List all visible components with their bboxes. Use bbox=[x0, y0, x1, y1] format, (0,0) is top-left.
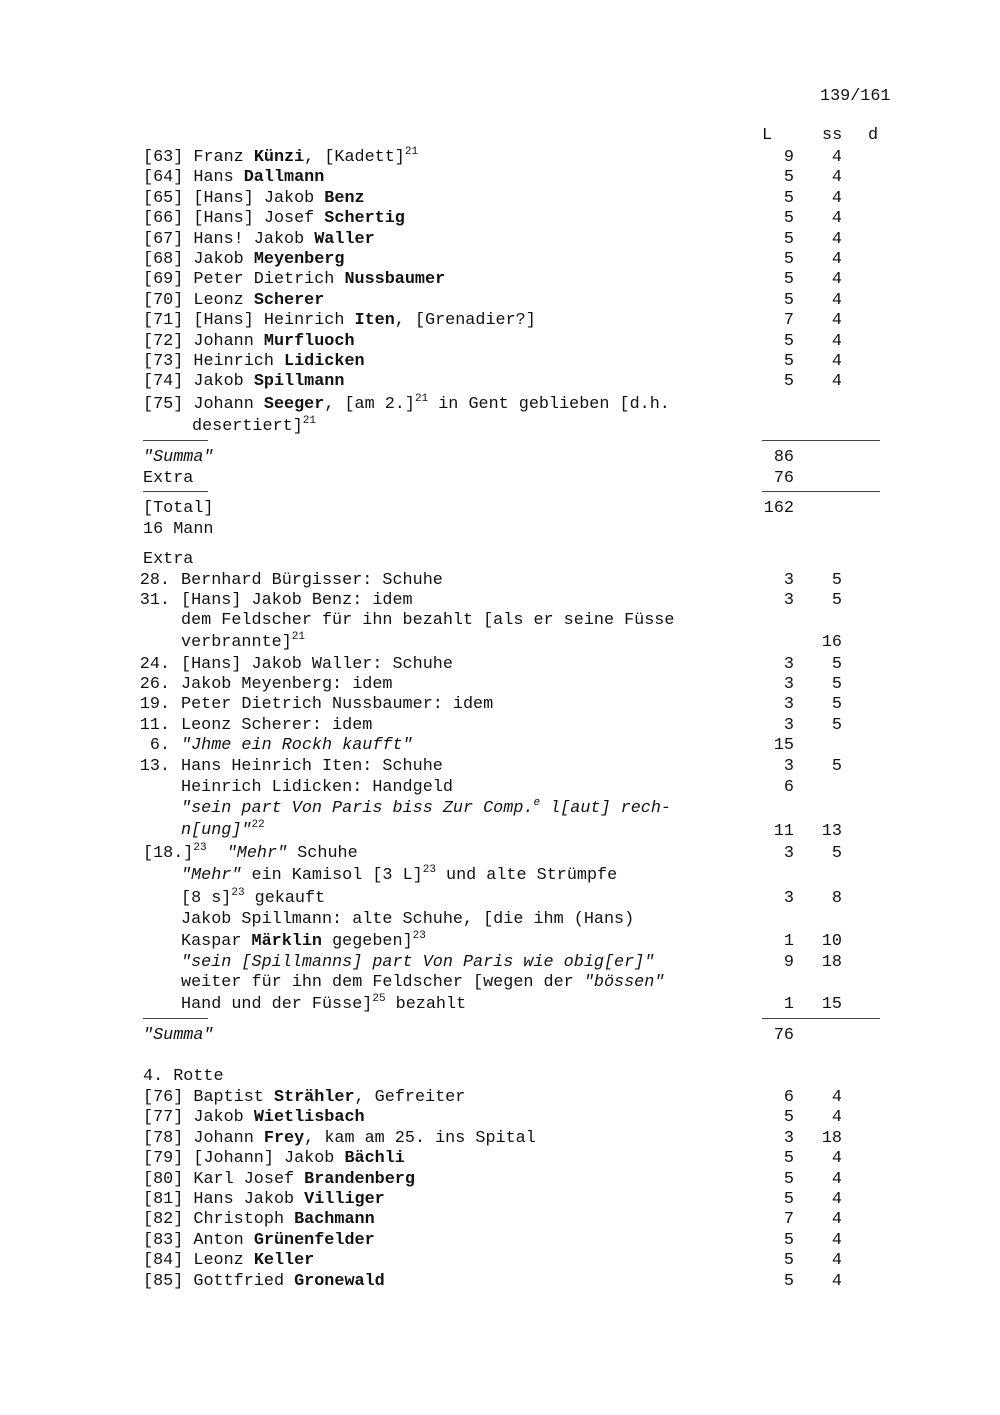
row-number: [64] bbox=[143, 168, 184, 188]
row-number: [83] bbox=[143, 1230, 184, 1250]
amount-livres: 5 bbox=[783, 1108, 794, 1128]
entry-text: Jakob Spillmann: alte Schuhe, [die ihm (Hans) bbox=[181, 910, 635, 929]
given-name: Johann bbox=[193, 331, 264, 351]
amount-livres: 5 bbox=[783, 250, 794, 269]
entry-day: 24. bbox=[139, 655, 170, 674]
row-number: [75] bbox=[143, 395, 184, 414]
given-name: Gottfried bbox=[193, 1271, 295, 1291]
amount-livres: 3 bbox=[783, 757, 794, 776]
surname: Frey bbox=[263, 1128, 305, 1148]
surname: Wietlisbach bbox=[253, 1108, 365, 1128]
soldier-row bbox=[143, 1088, 465, 1108]
amount-sous: 4 bbox=[831, 209, 842, 229]
entry-text: "sein part Von Paris biss Zur Comp.$^e$ l[aut] rech- bbox=[181, 797, 671, 818]
amount-sous: 18 bbox=[821, 953, 842, 972]
soldier-row bbox=[143, 1108, 365, 1128]
surname: Scherer bbox=[253, 290, 325, 310]
amount-livres: 5 bbox=[783, 1230, 794, 1250]
amount-sous: 4 bbox=[831, 1169, 842, 1189]
surname: Bachmann bbox=[294, 1210, 375, 1230]
entry-text: Hans Heinrich Iten: Schuhe bbox=[181, 757, 443, 776]
amount-sous: 4 bbox=[831, 1149, 842, 1169]
soldier-row bbox=[143, 189, 365, 209]
row-number: [71] bbox=[143, 311, 184, 331]
rule bbox=[143, 491, 208, 492]
entry-text: Leonz Scherer: idem bbox=[181, 716, 373, 735]
amount-sous: 4 bbox=[831, 250, 842, 269]
soldier-row bbox=[143, 372, 344, 392]
amount-sous: 13 bbox=[821, 822, 842, 841]
rotte-heading: 4. Rotte bbox=[143, 1067, 224, 1086]
soldier-row-75 bbox=[143, 395, 670, 415]
entry-text: weiter für ihn dem Feldscher [wegen der "bössen" bbox=[181, 973, 665, 992]
row-number: [80] bbox=[143, 1169, 184, 1189]
soldier-row bbox=[143, 1251, 314, 1271]
amount-sous: 4 bbox=[831, 1251, 842, 1271]
amount-livres: 5 bbox=[783, 229, 794, 249]
column-header-sous: ss bbox=[822, 126, 843, 145]
row-number: [63] bbox=[143, 148, 184, 167]
amount-sous: 15 bbox=[821, 995, 842, 1014]
given-name: Jakob bbox=[193, 250, 254, 269]
given-name: Christoph bbox=[193, 1210, 295, 1230]
given-name: Johann bbox=[193, 1128, 264, 1148]
row-number: [65] bbox=[143, 188, 184, 208]
given-name: Peter Dietrich bbox=[193, 270, 345, 290]
given-name: Anton bbox=[193, 1230, 254, 1250]
amount-sous: 5 bbox=[831, 591, 842, 610]
amount-livres: 1 bbox=[783, 932, 794, 951]
total-label: [Total] bbox=[143, 499, 214, 518]
given-name: Karl Josef bbox=[193, 1169, 305, 1189]
surname: Spillmann bbox=[253, 372, 345, 392]
row-number: [77] bbox=[143, 1108, 184, 1128]
amount-sous: 4 bbox=[831, 188, 842, 208]
soldier-row-75-cont bbox=[192, 417, 316, 437]
soldier-row bbox=[143, 1231, 375, 1251]
row-number: [79] bbox=[143, 1149, 184, 1169]
amount-livres: 5 bbox=[783, 290, 794, 310]
amount-livres: 5 bbox=[783, 270, 794, 290]
amount-sous: 8 bbox=[831, 889, 842, 908]
note: , [am 2.] bbox=[324, 395, 415, 414]
given-name: Jakob bbox=[193, 372, 254, 392]
row-number: [66] bbox=[143, 209, 184, 229]
rule bbox=[143, 440, 208, 441]
given-name: Hans! Jakob bbox=[193, 229, 315, 249]
given-name: Johann bbox=[193, 395, 264, 414]
entry-text: [8 s]$^{23}$ gekauft bbox=[181, 887, 326, 908]
footnote-ref: 21 bbox=[302, 415, 316, 427]
row-number: [85] bbox=[143, 1271, 184, 1291]
rule bbox=[762, 1018, 880, 1019]
entry-text: verbrannte]$^{21}$ bbox=[181, 631, 305, 652]
surname: Meyenberg bbox=[253, 250, 345, 269]
amount-livres: 5 bbox=[783, 209, 794, 229]
amount-livres: 5 bbox=[783, 1271, 794, 1291]
entry-text: n[ung]"$^{22}$ bbox=[181, 819, 265, 840]
amount-sous: 4 bbox=[831, 372, 842, 392]
soldier-row bbox=[143, 270, 445, 290]
soldier-row bbox=[143, 168, 324, 188]
amount-livres: 3 bbox=[783, 716, 794, 735]
entry-day: 26. bbox=[139, 675, 170, 694]
amount-livres: 9 bbox=[783, 148, 794, 167]
entry-day: 28. bbox=[139, 571, 170, 590]
amount-sous: 5 bbox=[831, 655, 842, 674]
given-name: Franz bbox=[193, 148, 254, 167]
soldier-row bbox=[143, 1149, 405, 1169]
given-name: Baptist bbox=[193, 1088, 274, 1107]
amount-livres: 3 bbox=[783, 844, 794, 863]
footnote-ref: 21 bbox=[291, 631, 305, 643]
given-name: Hans Jakob bbox=[193, 1190, 305, 1209]
entry-day: 31. bbox=[139, 591, 170, 610]
amount-sous: 4 bbox=[831, 270, 842, 290]
amount-livres: 7 bbox=[783, 311, 794, 331]
surname: Nussbaumer bbox=[344, 270, 446, 290]
row-number: [69] bbox=[143, 270, 184, 290]
note: , [Grenadier?] bbox=[394, 311, 536, 331]
entry-text: Peter Dietrich Nussbaumer: idem bbox=[181, 695, 494, 714]
amount-livres: 5 bbox=[783, 188, 794, 208]
row-number: [81] bbox=[143, 1190, 184, 1209]
amount-livres: 3 bbox=[783, 571, 794, 590]
row-number: [82] bbox=[143, 1210, 184, 1230]
given-name: [Hans] Jakob bbox=[193, 188, 325, 208]
rule bbox=[762, 440, 880, 441]
surname: Bächli bbox=[344, 1149, 405, 1169]
column-header-livres: L bbox=[762, 126, 773, 145]
amount-livres: 5 bbox=[783, 331, 794, 351]
summa-value: 76 bbox=[773, 1026, 794, 1045]
entry-text: Heinrich Lidicken: Handgeld bbox=[181, 778, 453, 797]
amount-sous: 16 bbox=[821, 633, 842, 652]
amount-sous: 5 bbox=[831, 675, 842, 694]
amount-sous: 5 bbox=[831, 757, 842, 776]
row-number: [67] bbox=[143, 229, 184, 249]
entry-text: "Mehr" ein Kamisol [3 L]$^{23}$ und alte Strümpfe bbox=[181, 864, 618, 885]
given-name: [Johann] Jakob bbox=[193, 1149, 345, 1169]
amount-livres: 9 bbox=[783, 953, 794, 972]
amount-livres: 15 bbox=[773, 736, 794, 755]
row-number: [78] bbox=[143, 1128, 184, 1148]
entry-day: 6. bbox=[149, 736, 170, 755]
soldier-row bbox=[143, 1272, 385, 1292]
row-number: [74] bbox=[143, 372, 184, 392]
extra-heading: Extra bbox=[143, 550, 194, 569]
note: in Gent geblieben [d.h. bbox=[428, 395, 670, 414]
summa-label: "Summa" bbox=[143, 448, 214, 467]
soldier-row bbox=[143, 311, 536, 331]
summa-value: 86 bbox=[773, 448, 794, 467]
amount-livres: 7 bbox=[783, 1210, 794, 1230]
page-number: 139/161 bbox=[820, 87, 891, 106]
row-number: [70] bbox=[143, 290, 184, 310]
amount-livres: 5 bbox=[783, 1169, 794, 1189]
soldier-row bbox=[143, 209, 405, 229]
surname: Iten bbox=[354, 311, 395, 331]
amount-livres: 5 bbox=[783, 352, 794, 371]
entry-text: "sein [Spillmanns] part Von Paris wie obig[er]" bbox=[181, 953, 655, 972]
given-name: Leonz bbox=[193, 1251, 254, 1271]
surname: Gronewald bbox=[294, 1271, 385, 1291]
amount-sous: 5 bbox=[831, 695, 842, 714]
amount-sous: 18 bbox=[821, 1128, 842, 1148]
note: , [Kadett] bbox=[304, 148, 405, 167]
row-number: [72] bbox=[143, 331, 184, 351]
surname: Villiger bbox=[304, 1190, 385, 1209]
soldier-row bbox=[143, 1129, 536, 1149]
amount-sous: 4 bbox=[831, 311, 842, 331]
amount-sous: 4 bbox=[831, 1088, 842, 1107]
amount-livres: 3 bbox=[783, 1128, 794, 1148]
entry-day: 13. bbox=[139, 757, 170, 776]
soldier-row bbox=[143, 230, 375, 250]
amount-livres: 6 bbox=[783, 778, 794, 797]
soldier-row bbox=[143, 1170, 415, 1190]
amount-sous: 4 bbox=[831, 1210, 842, 1230]
amount-livres: 3 bbox=[783, 655, 794, 674]
entry-text: Hand und der Füsse]$^{25}$ bezahlt bbox=[181, 993, 467, 1014]
amount-livres: 5 bbox=[783, 168, 794, 188]
soldier-row bbox=[143, 1190, 385, 1210]
entry-text: dem Feldscher für ihn bezahlt [als er seine Füsse bbox=[181, 611, 675, 630]
soldier-row bbox=[143, 352, 365, 372]
given-name: Hans bbox=[193, 168, 244, 188]
amount-sous: 5 bbox=[831, 716, 842, 735]
extra-value: 76 bbox=[773, 469, 794, 488]
amount-sous: 4 bbox=[831, 168, 842, 188]
note: desertiert] bbox=[192, 417, 303, 436]
amount-livres: 11 bbox=[773, 822, 794, 841]
column-header-deniers: d bbox=[868, 126, 879, 145]
amount-sous: 4 bbox=[831, 290, 842, 310]
given-name: Leonz bbox=[193, 290, 254, 310]
amount-livres: 5 bbox=[783, 1149, 794, 1169]
surname: Brandenberg bbox=[304, 1169, 415, 1189]
amount-sous: 5 bbox=[831, 844, 842, 863]
extra-label: Extra bbox=[143, 469, 194, 488]
footnote-ref: 22 bbox=[251, 819, 265, 831]
total-value: 162 bbox=[763, 499, 794, 518]
surname: Murfluoch bbox=[263, 331, 355, 351]
surname: Schertig bbox=[324, 209, 405, 229]
footnote-ref: 21 bbox=[404, 146, 419, 158]
amount-livres: 5 bbox=[783, 372, 794, 392]
row-number: [68] bbox=[143, 250, 184, 269]
rule bbox=[143, 1018, 208, 1019]
entry-day: 11. bbox=[139, 716, 170, 735]
note: , Gefreiter bbox=[354, 1088, 466, 1107]
entry-text: [Hans] Jakob Benz: idem bbox=[181, 591, 413, 610]
amount-sous: 4 bbox=[831, 1108, 842, 1128]
entry-text: [Hans] Jakob Waller: Schuhe bbox=[181, 655, 453, 674]
given-name: [Hans] Josef bbox=[193, 209, 325, 229]
amount-livres: 6 bbox=[783, 1088, 794, 1107]
note: , kam am 25. ins Spital bbox=[304, 1128, 536, 1148]
soldier-row bbox=[143, 1210, 375, 1230]
surname: Künzi bbox=[253, 148, 305, 167]
footnote-ref: 21 bbox=[414, 393, 429, 405]
row-number: [76] bbox=[143, 1088, 184, 1107]
surname: Seeger bbox=[263, 395, 325, 414]
amount-sous: 4 bbox=[831, 1190, 842, 1209]
soldier-row bbox=[143, 250, 344, 270]
soldier-row bbox=[143, 148, 418, 168]
row-number: [84] bbox=[143, 1251, 184, 1271]
amount-sous: 4 bbox=[831, 148, 842, 167]
given-name: Heinrich bbox=[193, 352, 285, 371]
given-name: Jakob bbox=[193, 1108, 254, 1128]
amount-sous: 4 bbox=[831, 331, 842, 351]
rule bbox=[762, 491, 880, 492]
amount-livres: 5 bbox=[783, 1251, 794, 1271]
entry-text: $[18.]^{23}$ "Mehr" Schuhe bbox=[143, 842, 358, 863]
surname: Benz bbox=[324, 188, 365, 208]
amount-livres: 5 bbox=[783, 1190, 794, 1209]
row-number: [73] bbox=[143, 352, 184, 371]
amount-sous: 10 bbox=[821, 932, 842, 951]
amount-livres: 3 bbox=[783, 675, 794, 694]
surname: Waller bbox=[314, 229, 375, 249]
entry-text: Kaspar Märklin gegeben]$^{23}$ bbox=[181, 930, 426, 951]
amount-sous: 5 bbox=[831, 571, 842, 590]
surname: Lidicken bbox=[284, 352, 365, 371]
amount-sous: 4 bbox=[831, 1271, 842, 1291]
surname: Strähler bbox=[273, 1088, 355, 1107]
surname: Dallmann bbox=[243, 168, 325, 188]
amount-sous: 4 bbox=[831, 1230, 842, 1250]
amount-livres: 3 bbox=[783, 889, 794, 908]
soldier-row bbox=[143, 332, 355, 352]
surname: Keller bbox=[253, 1251, 315, 1271]
given-name: [Hans] Heinrich bbox=[193, 311, 355, 331]
amount-livres: 3 bbox=[783, 695, 794, 714]
entry-text: "Jhme ein Rockh kaufft" bbox=[181, 736, 413, 755]
amount-sous: 4 bbox=[831, 229, 842, 249]
men-count: 16 Mann bbox=[143, 520, 214, 539]
amount-livres: 1 bbox=[783, 995, 794, 1014]
surname: Grünenfelder bbox=[253, 1230, 375, 1250]
entry-day: 19. bbox=[139, 695, 170, 714]
summa-label: "Summa" bbox=[143, 1026, 214, 1045]
soldier-row bbox=[143, 291, 324, 311]
entry-text: Bernhard Bürgisser: Schuhe bbox=[181, 571, 443, 590]
amount-sous: 4 bbox=[831, 352, 842, 371]
entry-text: Jakob Meyenberg: idem bbox=[181, 675, 393, 694]
amount-livres: 3 bbox=[783, 591, 794, 610]
